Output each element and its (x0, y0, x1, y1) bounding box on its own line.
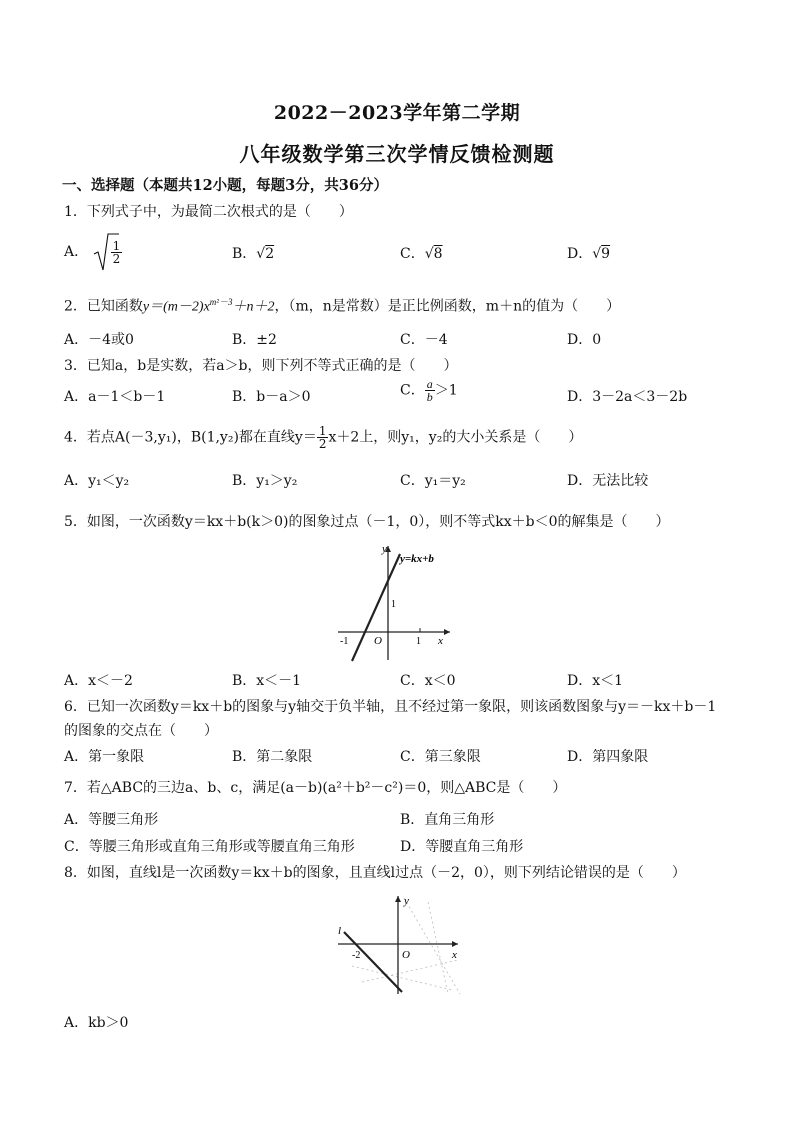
q2-stem (64, 295, 620, 316)
q5-option-a: A．x＜－2 (64, 673, 133, 689)
q8-origin: O (402, 949, 410, 961)
q2-option-c: C．－4 (400, 332, 448, 348)
q5-option-c: C．x＜0 (400, 673, 456, 689)
q2-option-b: B．±2 (232, 332, 277, 348)
q4-option-b: B．y₁＞y₂ (232, 473, 298, 489)
q3-option-c (400, 378, 458, 403)
q1-a-fraction (111, 240, 123, 265)
q5-y-one: 1 (391, 599, 396, 610)
q1-c-label: C． (400, 246, 425, 262)
q3-option-b: B．b－a＞0 (232, 389, 311, 405)
q4-option-a: A．y₁＜y₂ (64, 473, 130, 489)
q5-x-one: 1 (416, 636, 421, 647)
q1-a-den: 2 (112, 251, 121, 266)
q8-x-label: x (452, 949, 457, 961)
q5-line-label: y=kx+b (400, 553, 434, 565)
q4-stem-pre: 4．若点A(－3,y₁)，B(1,y₂)都在直线y＝ (64, 429, 317, 446)
q6-stem-line2: 的图象的交点在（ ） (64, 723, 218, 739)
q8-stem: 8．如图，直线l是一次函数y＝kx＋b的图象，且直线l过点（－2，0），则下列结论错误的是（ ） (64, 865, 686, 881)
q1-b-radicand: 2 (265, 246, 275, 262)
arrow-icon (444, 629, 450, 635)
q4-option-c: C．y₁＝y₂ (400, 473, 466, 489)
q3-option-a: A．a－1＜b－1 (64, 389, 166, 405)
q1-d-label: D． (567, 246, 593, 262)
q7-option-c: C．等腰三角形或直角三角形或等腰直角三角形 (64, 839, 355, 855)
q7-stem: 7．若△ABC的三边a、b、c，满足(a－b)(a²＋b²－c²)＝0，则△ABC是（ ） (64, 780, 567, 796)
sqrt-icon: √ (592, 246, 602, 262)
q2-formula-tail: ＋n＋2 (232, 299, 275, 315)
q4-option-d: D．无法比较 (567, 473, 649, 489)
q3-c-fraction (425, 378, 435, 403)
q1-option-b (232, 243, 274, 263)
q1-stem: 1．下列式子中，为最简二次根式的是（ ） (64, 204, 353, 220)
q5-option-b: B．x＜－1 (232, 673, 302, 689)
q4-frac-num: 1 (318, 424, 327, 438)
q4-frac-den: 2 (318, 437, 327, 451)
q2-exponent: m²－3 (209, 297, 233, 307)
exam-main-title: 八年级数学第三次学情反馈检测题 (239, 142, 555, 166)
q5-option-d: D．x＜1 (567, 673, 624, 689)
q3-c-post: ＞1 (434, 382, 458, 399)
arrow-icon (452, 941, 458, 947)
q8-faded-lines (352, 898, 460, 994)
q1-option-d (567, 243, 610, 263)
q3-c-num: a (426, 377, 433, 391)
q6-option-c: C．第三象限 (400, 749, 481, 765)
q8-line-graph (344, 932, 402, 992)
q7-option-d: D．等腰直角三角形 (400, 839, 524, 855)
q1-option-a (64, 232, 122, 272)
q5-origin: O (374, 635, 382, 647)
q8-line-label: l (338, 925, 342, 937)
q1-option-c (400, 243, 443, 263)
q6-stem-line1: 6．已知一次函数y＝kx＋b的图象与y轴交于负半轴，且不经过第一象限，则该函数图象与y＝－kx＋b－1 (64, 699, 717, 715)
q4-stem-post: x＋2上，则y₁，y₂的大小关系是（ ） (328, 429, 583, 446)
q4-stem (64, 425, 582, 450)
arrow-icon (395, 896, 401, 902)
q2-stem-pre: 2．已知函数 (64, 298, 143, 315)
q8-option-a: A．kb＞0 (64, 1015, 129, 1031)
sqrt-icon: √ (256, 246, 266, 262)
q1-a-label: A． (64, 244, 89, 260)
q2-stem-post: ，（m，n是常数）是正比例函数，m＋n的值为（ ） (274, 298, 621, 315)
section-heading: 一、选择题（本题共12小题，每题3分，共36分） (62, 177, 388, 194)
q2-option-d: D．0 (567, 332, 602, 348)
q4-fraction (317, 425, 329, 450)
q5-y-label: y (382, 543, 387, 555)
q5-neg-one: -1 (340, 636, 349, 647)
q5-x-label: x (438, 635, 443, 647)
q1-d-radicand: 9 (601, 246, 611, 262)
q1-a-num: 1 (112, 238, 121, 253)
q8-figure (332, 890, 468, 1000)
q6-option-a: A．第一象限 (64, 749, 145, 765)
sqrt-icon: √ (424, 246, 434, 262)
q1-c-radicand: 8 (433, 246, 443, 262)
q7-option-b: B．直角三角形 (400, 812, 495, 828)
q3-stem: 3．已知a，b是实数，若a＞b，则下列不等式正确的是（ ） (64, 358, 458, 374)
q2-option-a: A．－4或0 (64, 332, 134, 348)
q1-b-label: B． (232, 246, 257, 262)
q2-formula: y＝(m－2)x (142, 299, 210, 315)
q5-stem: 5．如图，一次函数y＝kx＋b(k＞0)的图象过点（－1，0），则不等式kx＋b＜0的解集是（ ） (64, 514, 670, 530)
q3-option-d: D．3－2a＜3－2b (567, 389, 688, 405)
q6-option-b: B．第二象限 (232, 749, 313, 765)
q3-c-label: C． (400, 382, 425, 399)
q3-c-den: b (426, 390, 433, 404)
q5-figure (334, 540, 458, 664)
q7-option-a: A．等腰三角形 (64, 812, 159, 828)
q6-option-d: D．第四象限 (567, 749, 649, 765)
q8-y-label: y (404, 895, 409, 907)
exam-year-title: 2022－2023学年第二学期 (273, 102, 521, 124)
q8-neg-two: -2 (352, 950, 361, 961)
